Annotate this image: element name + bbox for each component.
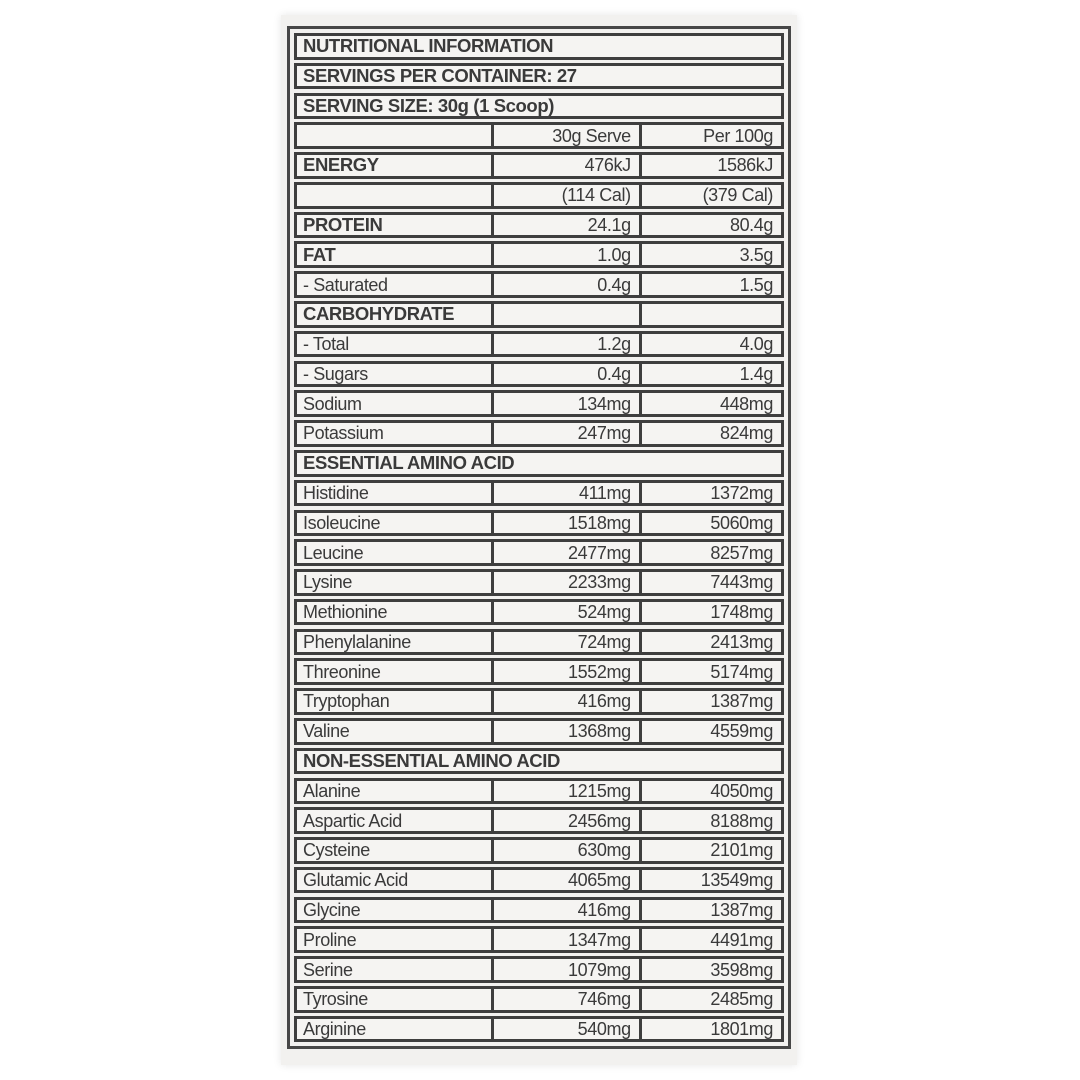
serve-value: 746mg: [491, 989, 639, 1010]
table-row: [294, 807, 784, 834]
row-label: Potassium: [303, 423, 384, 444]
per100-value: 80.4g: [639, 215, 781, 236]
per100-value: 2485mg: [639, 989, 781, 1010]
serve-value: 1368mg: [491, 721, 639, 742]
table-row: [294, 897, 784, 924]
serve-value: 2477mg: [491, 542, 639, 563]
table-row: [294, 271, 784, 298]
servings-per-container-text: SERVINGS PER CONTAINER: 27: [303, 64, 577, 86]
serve-value: 0.4g: [491, 274, 639, 295]
row-label: Isoleucine: [303, 512, 381, 533]
table-row: [294, 569, 784, 596]
per100-value: 824mg: [639, 423, 781, 444]
table-row: [294, 361, 784, 388]
row-label: - Sugars: [303, 363, 368, 384]
serve-value: 247mg: [491, 423, 639, 444]
row-label: Histidine: [303, 483, 369, 504]
row-label: FAT: [303, 243, 336, 265]
label-title: NUTRITIONAL INFORMATION: [303, 35, 554, 57]
table-row: [294, 599, 784, 626]
serve-value: (114 Cal): [491, 185, 639, 206]
per100-value: 4491mg: [639, 929, 781, 950]
table-row: [294, 926, 784, 953]
table-row: [294, 688, 784, 715]
row-label: Arginine: [303, 1019, 366, 1040]
per100-value: 1387mg: [639, 900, 781, 921]
serve-value: 1518mg: [491, 513, 639, 534]
serve-value: 134mg: [491, 393, 639, 414]
table-row: [294, 480, 784, 507]
column-header-row: [294, 122, 784, 149]
section-header-row: NON-ESSENTIAL AMINO ACID: [294, 748, 784, 775]
serve-value: 416mg: [491, 691, 639, 712]
serve-value: 1347mg: [491, 929, 639, 950]
table-row: [294, 301, 784, 328]
row-label: Methionine: [303, 602, 388, 623]
per100-value: 1372mg: [639, 483, 781, 504]
nutrition-label: [281, 15, 797, 1065]
table-row: [294, 182, 784, 209]
row-label: Phenylalanine: [303, 631, 411, 652]
serve-value: 1.0g: [491, 244, 639, 265]
serve-value: 2233mg: [491, 572, 639, 593]
per100-value: 8188mg: [639, 810, 781, 831]
per100-value: 1387mg: [639, 691, 781, 712]
row-label: CARBOHYDRATE: [303, 303, 455, 325]
table-row: [294, 867, 784, 894]
serve-value: 1.2g: [491, 334, 639, 355]
label-frame: [287, 26, 791, 1049]
per100-value: 7443mg: [639, 572, 781, 593]
serve-value: 416mg: [491, 900, 639, 921]
table-row: [294, 510, 784, 537]
table-row: [294, 241, 784, 268]
serve-value: 476kJ: [491, 155, 639, 176]
table-row: [294, 986, 784, 1013]
table-row: [294, 778, 784, 805]
serve-value: 630mg: [491, 840, 639, 861]
row-label: Leucine: [303, 542, 364, 563]
per100-value: 5174mg: [639, 661, 781, 682]
per100-value: 2101mg: [639, 840, 781, 861]
serve-value: 1215mg: [491, 781, 639, 802]
table-row: [294, 539, 784, 566]
row-label: - Saturated: [303, 274, 388, 295]
column-header-serve: 30g Serve: [491, 125, 639, 146]
per100-value: 4559mg: [639, 721, 781, 742]
row-label: Alanine: [303, 780, 361, 801]
table-row: [294, 152, 784, 179]
row-label: Threonine: [303, 661, 381, 682]
serve-value: 0.4g: [491, 364, 639, 385]
serve-value: 24.1g: [491, 215, 639, 236]
serve-value: 4065mg: [491, 870, 639, 891]
per100-value: 2413mg: [639, 632, 781, 653]
per100-value: 1.4g: [639, 364, 781, 385]
per100-value: 1801mg: [639, 1019, 781, 1040]
row-label: Tryptophan: [303, 691, 390, 712]
table-row: [294, 837, 784, 864]
serve-value: 724mg: [491, 632, 639, 653]
serve-value: 540mg: [491, 1019, 639, 1040]
row-label: Valine: [303, 721, 350, 742]
table-row: [294, 658, 784, 685]
table-row: [294, 718, 784, 745]
row-label: PROTEIN: [303, 213, 383, 235]
table-row: [294, 629, 784, 656]
serve-value: 1552mg: [491, 661, 639, 682]
table-row: [294, 1016, 784, 1043]
row-label: Cysteine: [303, 840, 370, 861]
per100-value: 448mg: [639, 393, 781, 414]
serve-value: [491, 304, 639, 325]
per100-value: 1748mg: [639, 602, 781, 623]
row-label: Lysine: [303, 572, 352, 593]
column-header-per100: Per 100g: [639, 125, 781, 146]
per100-value: 4050mg: [639, 781, 781, 802]
serve-value: 524mg: [491, 602, 639, 623]
serving-size-text: SERVING SIZE: 30g (1 Scoop): [303, 94, 554, 116]
serve-value: 1079mg: [491, 959, 639, 980]
per100-value: (379 Cal): [639, 185, 781, 206]
per100-value: 3598mg: [639, 959, 781, 980]
per100-value: 5060mg: [639, 513, 781, 534]
row-label: ENERGY: [303, 154, 379, 176]
per100-value: 13549mg: [639, 870, 781, 891]
per100-value: 8257mg: [639, 542, 781, 563]
serve-value: 411mg: [491, 483, 639, 504]
serving-size-row: [294, 93, 784, 120]
per100-value: 1586kJ: [639, 155, 781, 176]
table-row: [294, 956, 784, 983]
per100-value: 3.5g: [639, 244, 781, 265]
per100-value: 4.0g: [639, 334, 781, 355]
row-label: - Total: [303, 334, 349, 355]
servings-per-container-row: [294, 63, 784, 90]
row-label: Serine: [303, 959, 353, 980]
row-label: Glycine: [303, 899, 361, 920]
section-header-row: ESSENTIAL AMINO ACID: [294, 450, 784, 477]
serve-value: 2456mg: [491, 810, 639, 831]
per100-value: [639, 304, 781, 325]
label-title-row: [294, 33, 784, 60]
per100-value: 1.5g: [639, 274, 781, 295]
row-label: [297, 185, 491, 206]
row-label: Glutamic Acid: [303, 870, 408, 891]
row-label: Sodium: [303, 393, 362, 414]
table-row: [294, 212, 784, 239]
table-row: [294, 420, 784, 447]
table-row: [294, 331, 784, 358]
row-label: Aspartic Acid: [303, 810, 402, 831]
table-row: [294, 390, 784, 417]
row-label: Proline: [303, 929, 357, 950]
column-header-empty: [297, 125, 491, 146]
row-label: Tyrosine: [303, 989, 368, 1010]
